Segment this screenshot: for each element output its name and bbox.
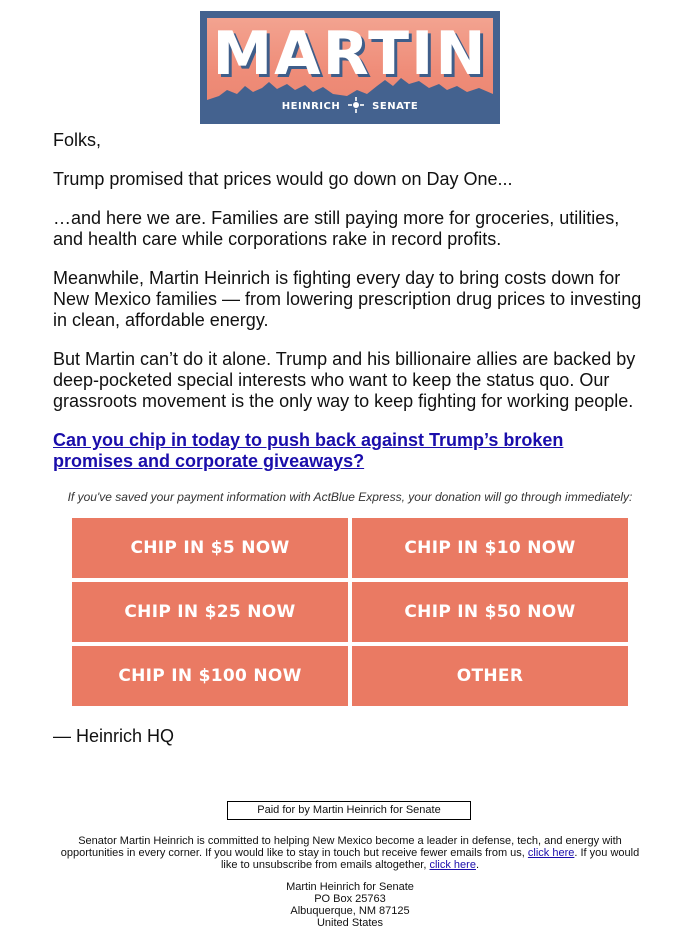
donate-cta-link[interactable]: Can you chip in today to push back against Trump’s broken promises and corporate giveaways? (53, 430, 564, 471)
paragraph-4: But Martin can’t do it alone. Trump and his billionaire allies are backed by deep-pocketed special interests who want to keep the status quo. Our grassroots movement is the only way to keep fighting for working people. (53, 349, 636, 411)
chip-in-100-button[interactable]: CHIP IN $100 NOW (72, 646, 348, 706)
address-line: Albuquerque, NM 87125 (290, 905, 410, 917)
address-line: Martin Heinrich for Senate (286, 881, 414, 893)
unsubscribe-link[interactable]: click here (429, 859, 476, 871)
cta-link-container (53, 430, 593, 472)
paid-for-disclaimer: Paid for by Martin Heinrich for Senate (227, 801, 471, 820)
logo-left-text: HEINRICH (281, 101, 341, 112)
campaign-logo (200, 11, 500, 124)
logo-right-text: SENATE (372, 101, 419, 112)
address-line: United States (316, 917, 384, 929)
chip-in-10-button[interactable]: CHIP IN $10 NOW (352, 518, 628, 578)
chip-in-25-button[interactable]: CHIP IN $25 NOW (72, 582, 348, 642)
zia-symbol-icon (348, 97, 364, 113)
address-line: PO Box 25763 (314, 893, 386, 905)
actblue-express-notice: If you've saved your payment information with ActBlue Express, your donation will go through immediately: (67, 490, 633, 504)
logo-subtitle (207, 97, 493, 113)
chip-in-50-button[interactable]: CHIP IN $50 NOW (352, 582, 628, 642)
paragraph-1: Trump promised that prices would go down on Day One... (53, 169, 513, 189)
fewer-emails-link[interactable]: click here (527, 847, 575, 859)
paragraph-3: Meanwhile, Martin Heinrich is fighting every day to bring costs down for New Mexico families — from lowering prescription drug prices to investing in clean, affordable energy. (53, 268, 642, 330)
chip-in-5-button[interactable]: CHIP IN $5 NOW (72, 518, 348, 578)
greeting: Folks, (53, 130, 102, 150)
other-amount-button[interactable]: OTHER (352, 646, 628, 706)
logo-name: MARTIN (212, 19, 488, 89)
paragraph-2: …and here we are. Families are still paying more for groceries, utilities, and health care while corporations rake in record profits. (53, 208, 620, 249)
mailing-address (0, 881, 700, 929)
footer-message: Senator Martin Heinrich is committed to helping New Mexico become a leader in defense, tech, and energy with opportunities in every corner. If you would like to stay in touch but receive fewer emails from us, click here. If you would like to unsubscribe from emails altogether, click here. (60, 835, 640, 871)
donation-button-grid (72, 518, 628, 706)
signoff: — Heinrich HQ (53, 726, 175, 746)
